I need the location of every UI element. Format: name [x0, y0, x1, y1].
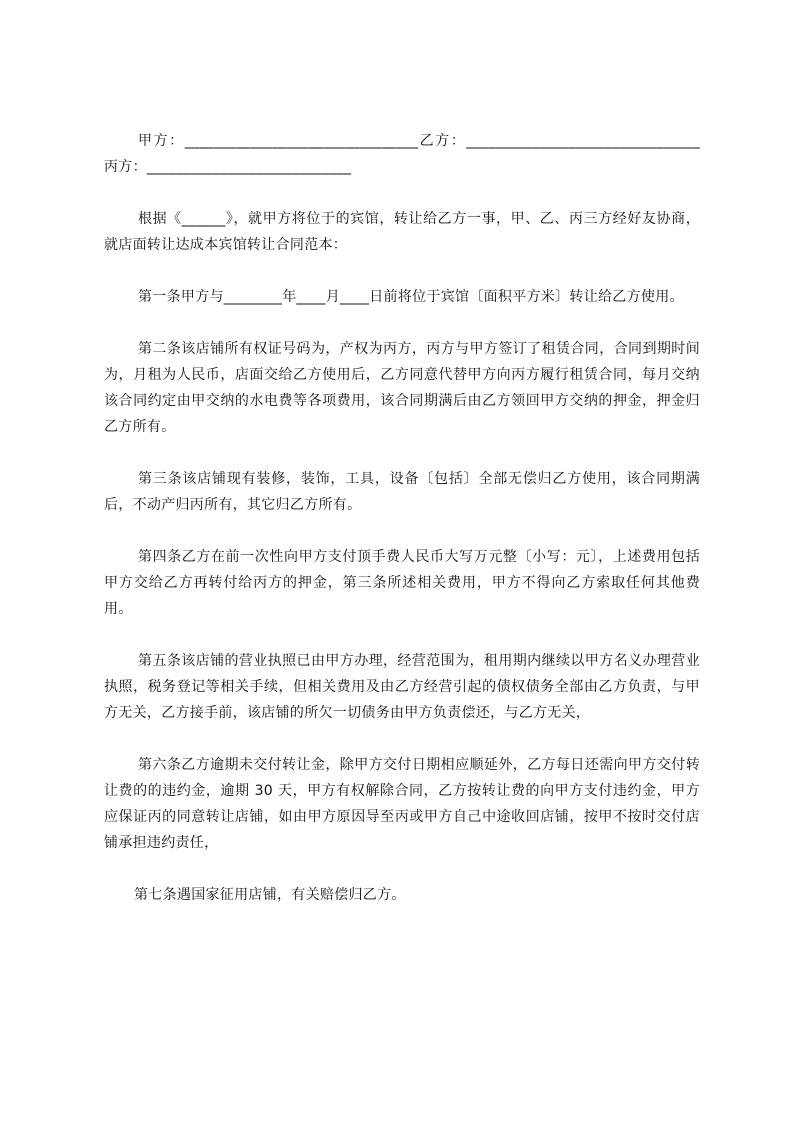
clause-2: 第二条该店铺所有权证号码为，产权为丙方，丙方与甲方签订了租赁合同，合同到期时间为，月租为人民币，店面交给乙方使用后，乙方同意代替甲方向丙方履行租赁合同，每月交纳该合同约定由甲交纳的水电费等各项费用，该合同期满后由乙方领回甲方交纳的押金，押金归乙方所有。 [104, 341, 700, 435]
paragraph-gap [104, 310, 700, 336]
clause-3: 第三条该店铺现有装修，装饰，工具，设备〔包括〕全部无偿归乙方使用，该合同期满后，不动产归丙所有，其它归乙方所有。 [104, 471, 700, 513]
clause-7: 第七条遇国家征用店铺，有关赔偿归乙方。 [134, 887, 406, 903]
preamble: 根据《______》，就甲方将位于的宾馆，转让给乙方一事，甲、乙、丙三方经好友协商，就店面转让达成本宾馆转让合同范本： [104, 211, 700, 253]
clause-5: 第五条该店铺的营业执照已由甲方办理，经营范围为，租用期内继续以甲方名义办理营业执照，税务登记等相关手续，但相关费用及由乙方经营引起的债权债务全部由乙方负责，与甲方无关，乙方接手前，该店铺的所欠一切债务由甲方负责偿还，与乙方无关， [104, 653, 700, 721]
paragraph-gap [104, 180, 700, 206]
clause-4: 第四条乙方在前一次性向甲方支付顶手费人民币大写万元整〔小写：元〕，上述费用包括甲方交给乙方再转付给丙方的押金，第三条所述相关费用，甲方不得向乙方索取任何其他费用。 [104, 549, 700, 617]
paragraph-gap [104, 440, 700, 466]
paragraph-gap [104, 622, 700, 648]
contract-body [104, 128, 700, 908]
paragraph-gap [104, 258, 700, 284]
paragraph-gap [104, 856, 700, 882]
parties-line: 甲方：________________________________乙方：________________________________丙方：____________________________ [104, 133, 700, 175]
paragraph-gap [104, 518, 700, 544]
clause-6: 第六条乙方逾期未交付转让金，除甲方交付日期相应顺延外，乙方每日还需向甲方交付转让费的的违约金，逾期 30 天，甲方有权解除合同，乙方按转让费的向甲方支付违约金，甲方应保证丙的同意转让店铺，如由甲方原因导至丙或甲方自己中途收回店铺，按甲不按时交付店铺承担违约责任， [104, 757, 700, 851]
clause-1: 第一条甲方与________年____月____日前将位于宾馆〔面积平方米〕转让给乙方使用。 [138, 289, 684, 305]
paragraph-gap [104, 726, 700, 752]
